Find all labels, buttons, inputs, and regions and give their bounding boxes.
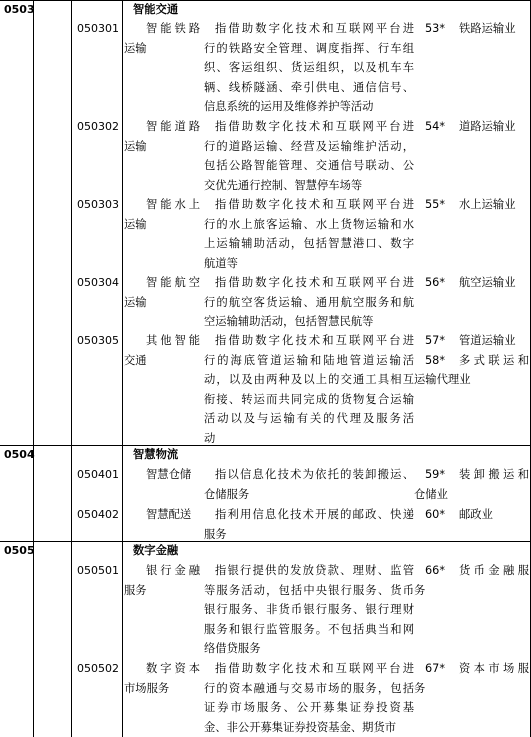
item-description: 指借助数字化技术和互联网平台进 (215, 276, 414, 289)
row-divider (0, 541, 531, 542)
reference-industry: 航空运输业 (459, 276, 516, 289)
item-code: 050501 (77, 564, 119, 577)
reference-industry: 管道运输业 (459, 334, 516, 347)
section-title: 智能交通 (133, 3, 179, 16)
column-divider (71, 0, 72, 737)
item-name: 智慧配送 (146, 508, 192, 521)
item-description: 指利用信息化技术开展的邮政、快递 (215, 508, 414, 521)
item-description: 金、非公开募集证券投资基金、期货市 (204, 720, 397, 734)
item-description: 航道等 (204, 256, 238, 270)
reference-code: 59* (425, 468, 446, 481)
reference-industry: 铁路运输业 (459, 22, 516, 35)
item-description: 衔接、转运而共同完成的货物复合运输 (204, 392, 414, 406)
item-description: 活动以及与运输有关的代理及服务活 (204, 412, 414, 425)
item-description: 指银行提供的发放贷款、理财、监管 (215, 564, 414, 577)
item-name: 运输 (124, 139, 147, 153)
item-description: 仓储服务 (204, 487, 250, 501)
item-name: 运输 (124, 217, 147, 231)
reference-industry: 装卸搬运和 (459, 468, 529, 481)
reference-code: 67* (425, 662, 446, 675)
item-description: 上运输辅助活动，包括智慧港口、数字 (204, 237, 414, 250)
item-name: 智能铁路 (146, 22, 200, 35)
item-code: 050304 (77, 276, 119, 289)
item-description: 交优先通行控制、智慧停车场等 (204, 178, 363, 192)
item-name: 其他智能 (146, 334, 200, 347)
item-description: 络借贷服务 (204, 642, 261, 655)
section-title: 智慧物流 (133, 448, 179, 461)
reference-code: 58* (425, 353, 446, 367)
column-divider (33, 0, 34, 737)
reference-code: 60* (425, 508, 446, 521)
item-description: 动 (204, 431, 216, 445)
item-description: 指以信息化技术为依托的装卸搬运、 (215, 468, 414, 481)
item-description: 证券市场服务、公开募集证券投资基 (204, 701, 414, 714)
reference-industry: 务 (414, 583, 426, 597)
item-name: 交通 (124, 353, 147, 367)
reference-industry: 务 (414, 681, 426, 695)
table-top-border (0, 0, 531, 1)
item-description: 行的道路运输、经营及运输维护活动， (204, 139, 414, 153)
reference-industry: 邮政业 (459, 508, 493, 521)
reference-industry: 仓储业 (414, 487, 448, 501)
item-code: 050301 (77, 22, 119, 35)
item-code: 050401 (77, 468, 119, 481)
item-name: 运输 (124, 41, 147, 55)
row-divider (0, 445, 531, 446)
column-divider (122, 0, 123, 737)
item-description: 指借助数字化技术和互联网平台进 (215, 662, 414, 675)
item-description: 银行服务、非货币银行服务、银行理财 (204, 603, 414, 616)
item-code: 050305 (77, 334, 119, 347)
section-code: 0504 (4, 448, 35, 461)
reference-industry: 多式联运和 (459, 353, 529, 367)
section-code: 0505 (4, 544, 35, 557)
section-title: 数字金融 (133, 544, 179, 557)
item-description: 行的水上旅客运输、水上货物运输和水 (204, 217, 414, 231)
item-code: 050502 (77, 662, 119, 675)
item-name: 智慧仓储 (146, 468, 192, 481)
item-description: 行的航空客货运输、通用航空服务和航 (204, 295, 414, 309)
reference-code: 66* (425, 564, 446, 577)
reference-code: 57* (425, 334, 446, 347)
reference-industry: 货币金融服 (459, 564, 529, 577)
item-description: 辆、线桥隧涵、牵引供电、通信信号、 (204, 80, 414, 94)
reference-code: 54* (425, 120, 446, 133)
item-name: 银行金融 (146, 564, 200, 577)
reference-code: 55* (425, 198, 446, 211)
section-code: 0503 (4, 3, 35, 16)
reference-industry: 道路运输业 (459, 120, 516, 133)
item-name: 数字资本 (146, 662, 200, 675)
item-description: 指借助数字化技术和互联网平台进 (215, 120, 414, 133)
reference-industry: 运输代理业 (414, 373, 471, 386)
item-description: 信息系统的运用及维修养护等活动 (204, 100, 374, 113)
item-code: 050302 (77, 120, 119, 133)
item-description: 指借助数字化技术和互联网平台进 (215, 22, 414, 35)
item-code: 050402 (77, 508, 119, 521)
reference-industry: 资本市场服 (459, 662, 529, 675)
item-code: 050303 (77, 198, 119, 211)
reference-code: 53* (425, 22, 446, 35)
item-name: 智能航空 (146, 276, 200, 289)
item-description: 服务 (204, 527, 227, 541)
item-description: 空运输辅助活动，包括智慧民航等 (204, 315, 374, 328)
item-description: 动，以及由两种及以上的交通工具相互 (204, 373, 414, 386)
item-name: 运输 (124, 295, 147, 309)
item-description: 包括公路智能管理、交通信号联动、公 (204, 159, 414, 172)
reference-industry: 水上运输业 (459, 198, 516, 211)
item-description: 行的铁路安全管理、调度指挥、行车组 (204, 41, 414, 55)
item-description: 织、客运组织、货运组织，以及机车车 (204, 61, 414, 74)
item-description: 等服务活动，包括中央银行服务、货币 (204, 583, 414, 597)
item-description: 行的海底管道运输和陆地管道运输活 (204, 353, 414, 367)
item-description: 服务和银行监管服务。不包括典当和网 (204, 622, 414, 636)
item-description: 行的资本融通与交易市场的服务，包括 (204, 681, 414, 695)
item-name: 智能水上 (146, 198, 200, 211)
reference-code: 56* (425, 276, 446, 289)
item-name: 市场服务 (124, 681, 170, 695)
item-name: 智能道路 (146, 120, 200, 133)
item-description: 指借助数字化技术和互联网平台进 (215, 334, 414, 347)
item-description: 指借助数字化技术和互联网平台进 (215, 198, 414, 211)
item-name: 服务 (124, 583, 147, 597)
